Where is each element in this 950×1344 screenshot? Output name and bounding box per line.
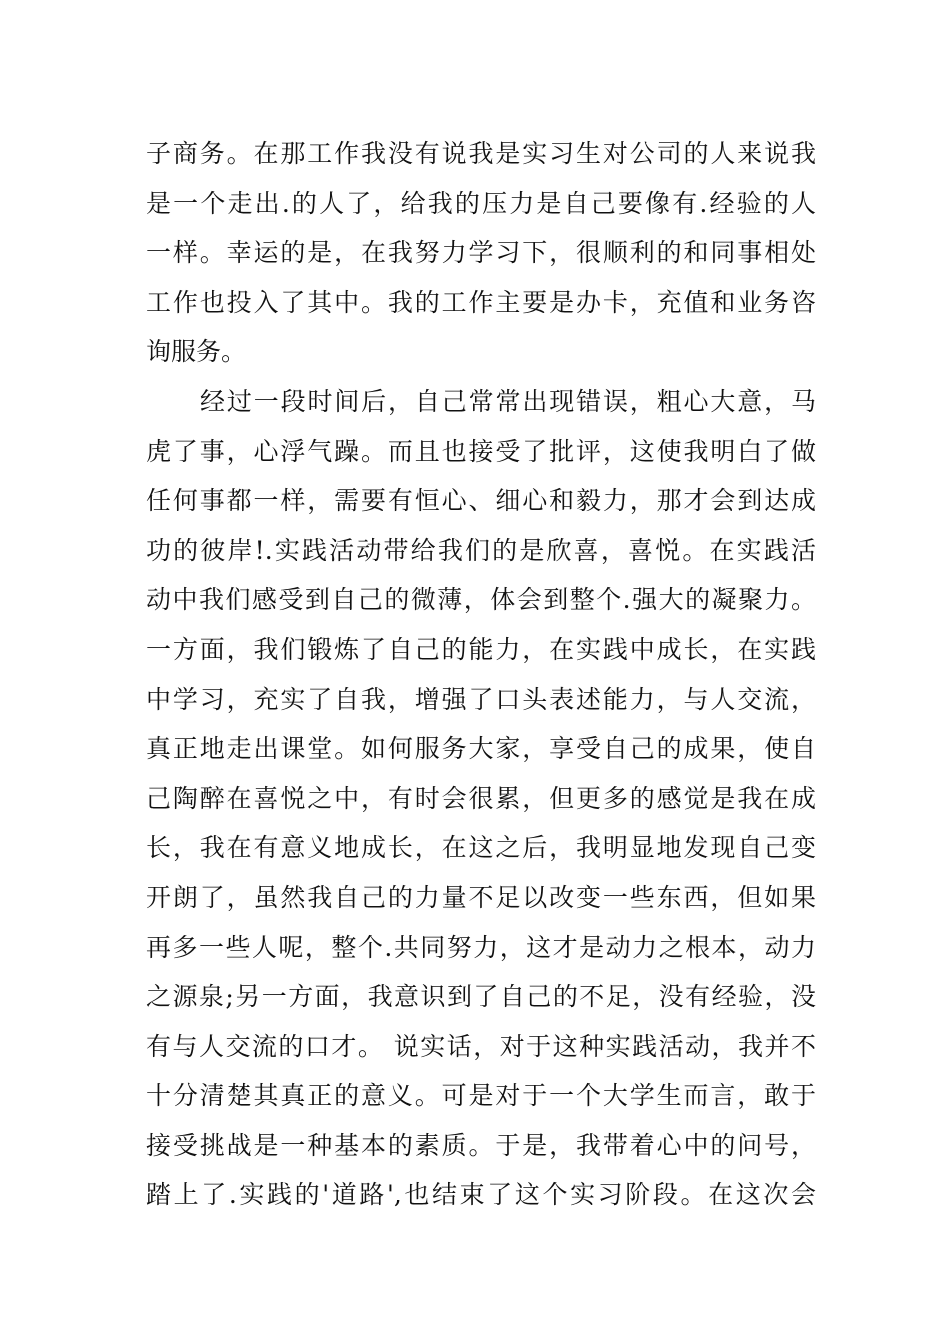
text-line: 己陶醉在喜悦之中，有时会很累，但更多的感觉是我在成 xyxy=(146,783,816,813)
text-line: 有与人交流的口才。 说实话，对于这种实践活动，我并不 xyxy=(146,1031,816,1061)
paragraph-first-line: 经过一段时间后，自己常常出现错误，粗心大意，马 xyxy=(200,386,816,416)
text-line: 接受挑战是一种基本的素质。于是，我带着心中的问号， xyxy=(146,1130,816,1160)
text-line: 一方面，我们锻炼了自己的能力，在实践中成长，在实践 xyxy=(146,634,816,664)
body-text xyxy=(146,129,816,1220)
text-line: 是一个走出.的人了，给我的压力是自己要像有.经验的人 xyxy=(146,188,816,218)
text-line: 长，我在有意义地成长，在这之后，我明显地发现自己变 xyxy=(146,833,816,863)
text-line: 虎了事，心浮气躁。而且也接受了批评，这使我明白了做 xyxy=(146,436,816,466)
text-line: 再多一些人呢，整个.共同努力，这才是动力之根本，动力 xyxy=(146,932,816,962)
text-line: 踏上了.实践的'道路',也结束了这个实习阶段。在这次会 xyxy=(146,1180,816,1210)
text-line: 工作也投入了其中。我的工作主要是办卡，充值和业务咨 xyxy=(146,287,816,317)
text-line: 一样。幸运的是，在我努力学习下，很顺利的和同事相处 xyxy=(146,238,816,268)
text-line: 十分清楚其真正的意义。可是对于一个大学生而言，敢于 xyxy=(146,1081,816,1111)
text-line: 开朗了，虽然我自己的力量不足以改变一些东西，但如果 xyxy=(146,882,816,912)
text-line: 询服务。 xyxy=(146,337,247,367)
text-line: 中学习，充实了自我，增强了口头表述能力，与人交流， xyxy=(146,684,816,714)
text-line: 之源泉;另一方面，我意识到了自己的不足，没有经验，没 xyxy=(146,982,816,1012)
text-line: 子商务。在那工作我没有说我是实习生对公司的人来说我 xyxy=(146,139,816,168)
text-line: 功的彼岸!.实践活动带给我们的是欣喜，喜悦。在实践活 xyxy=(146,535,816,565)
text-line: 真正地走出课堂。如何服务大家，享受自己的成果，使自 xyxy=(146,734,816,764)
text-line: 任何事都一样，需要有恒心、细心和毅力，那才会到达成 xyxy=(146,486,816,516)
text-line: 动中我们感受到自己的微薄，体会到整个.强大的凝聚力。 xyxy=(146,585,816,615)
